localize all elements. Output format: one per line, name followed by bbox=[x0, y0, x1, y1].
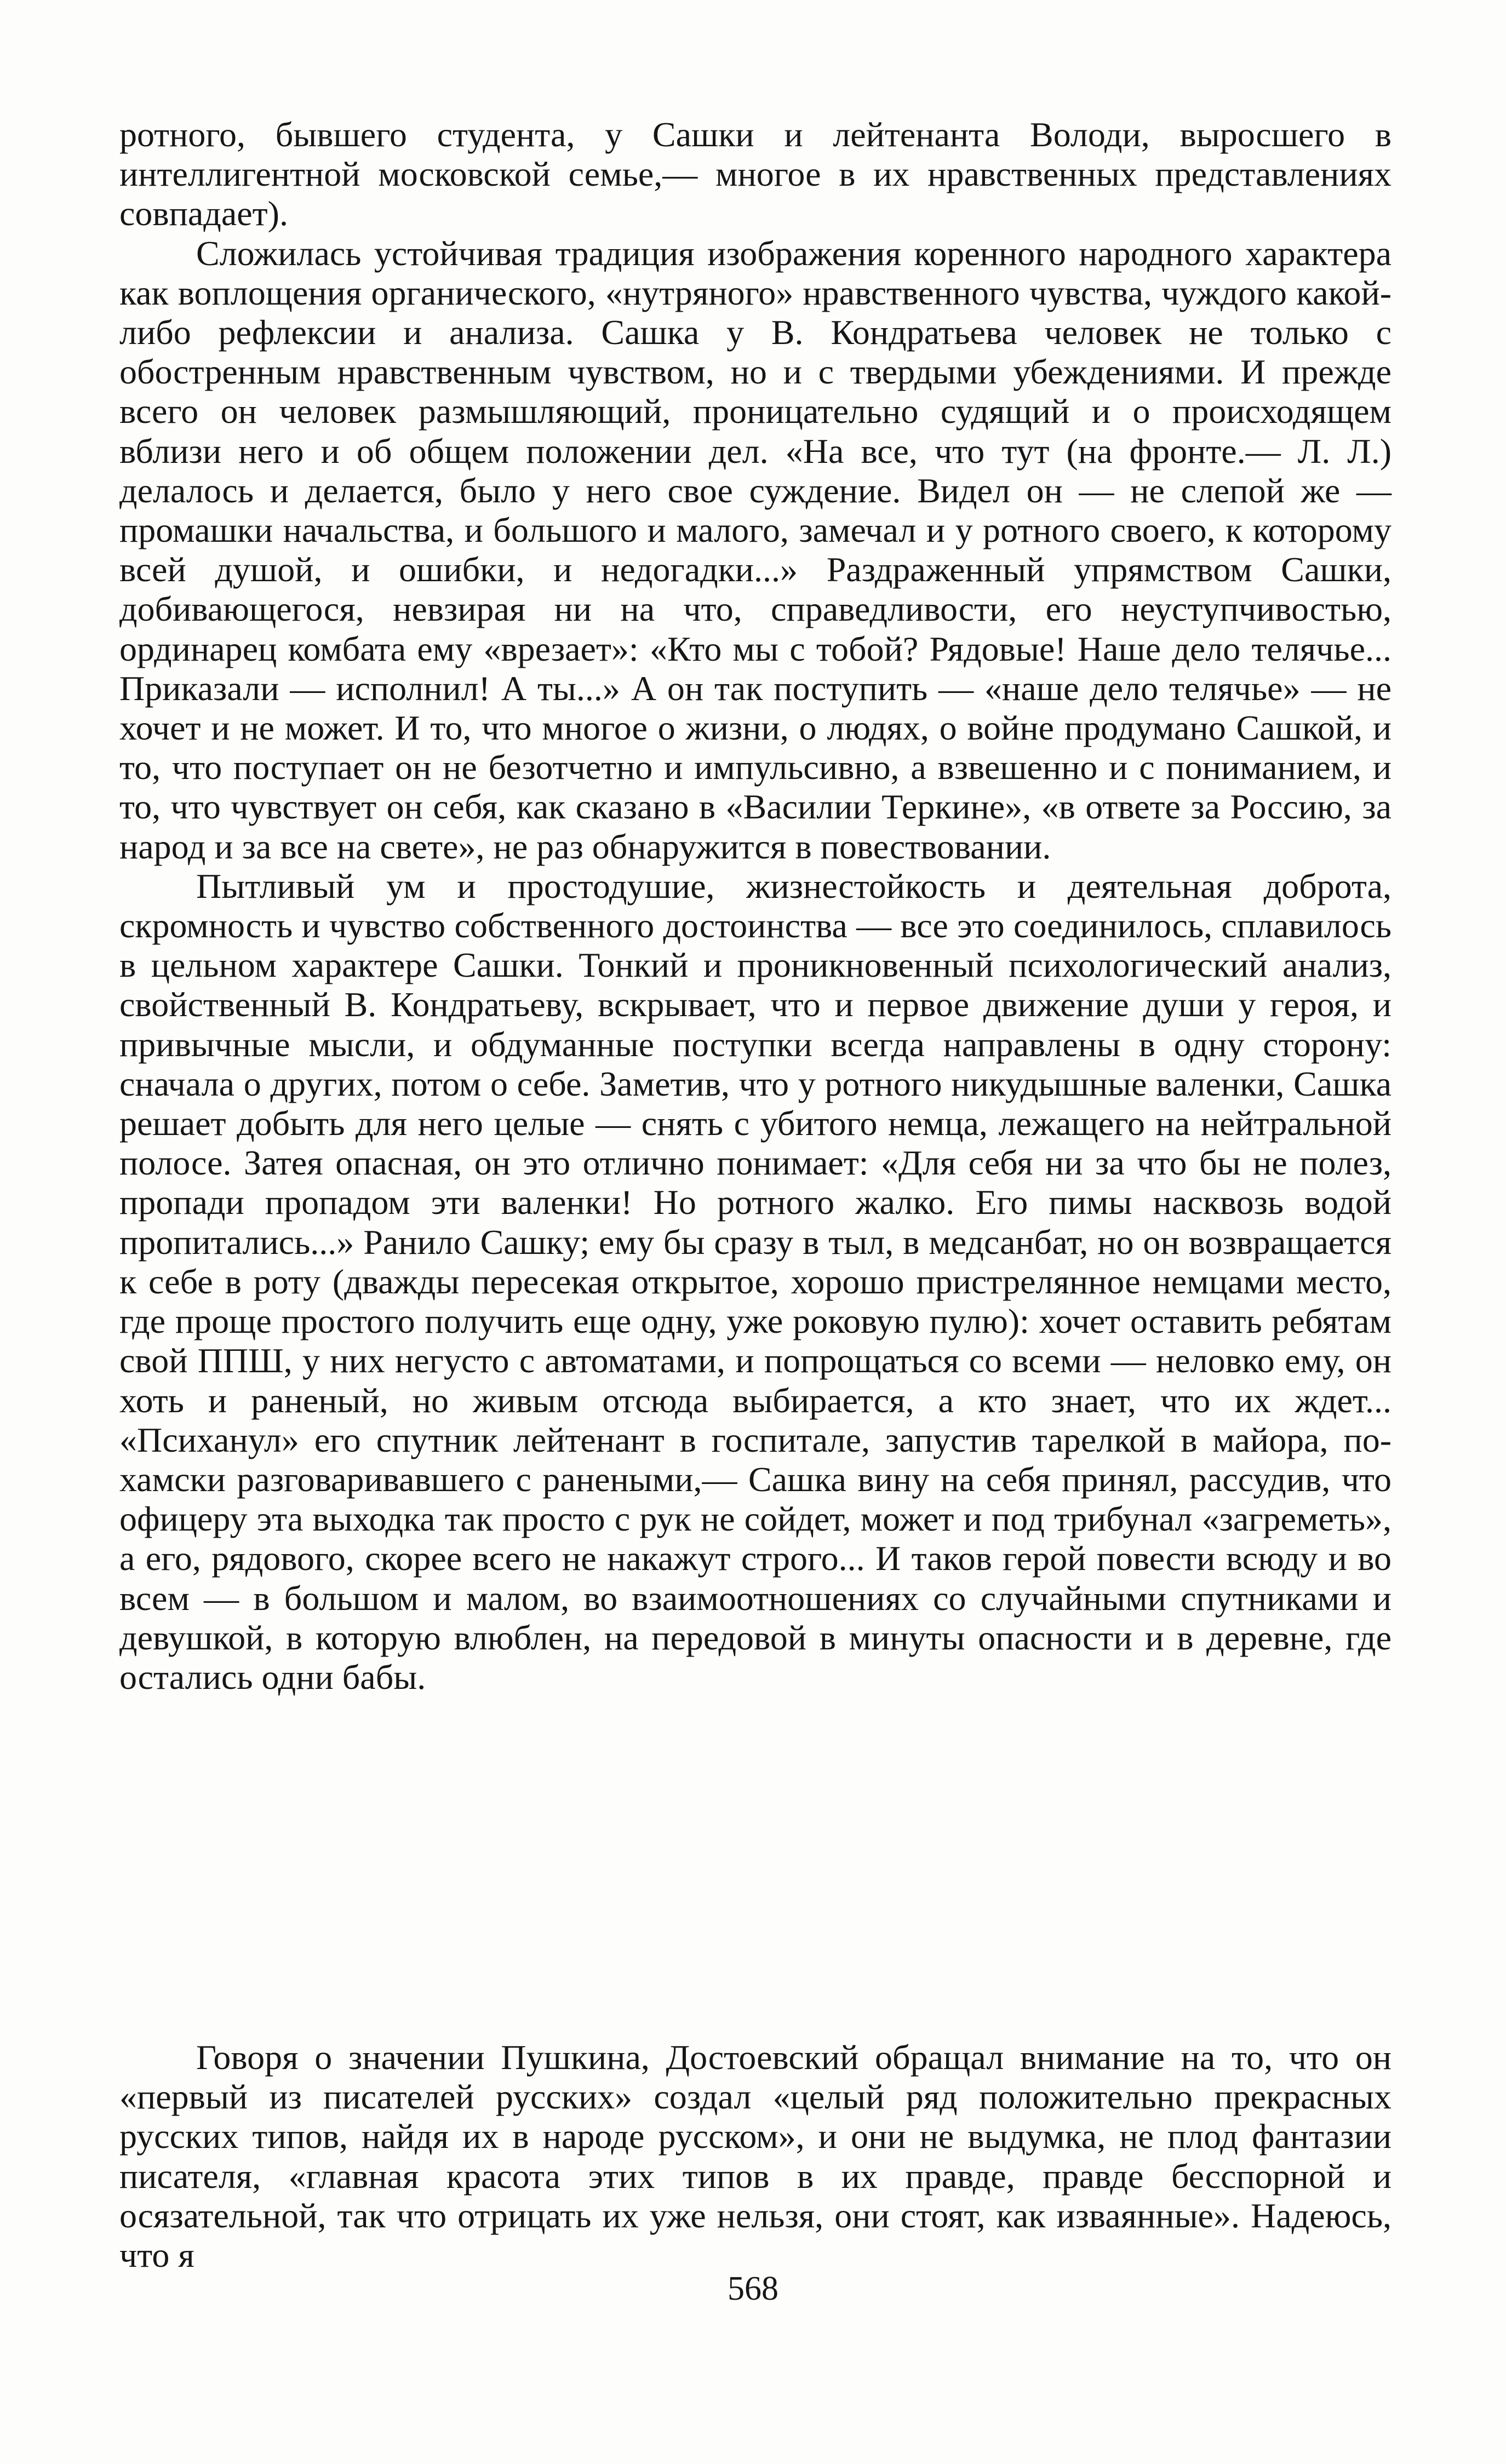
paragraph: Пытливый ум и простодушие, жизнестойкость и деятельная доброта, скромность и чувство собственного достоинства — все это соединилось, сплавилось в цельном характере Сашки. Тонкий и проникновенный психологический анализ, свойственный В. Кондратьеву, вскрывает, что и первое движение души у героя, и привычные мысли, и обдуманные поступки всегда направлены в одну сторону: сначала о других, потом о себе. Заметив, что у ротного никудышные валенки, Сашка решает добыть для него целые — снять с убитого немца, лежащего на нейтральной полосе. Затея опасная, он это отлично понимает: «Для себя ни за что бы не полез, пропади пропадом эти валенки! Но ротного жалко. Его пимы насквозь водой пропитались...» Ранило Сашку; ему бы сразу в тыл, в медсанбат, но он возвращается к себе в роту (дважды пересекая открытое, хорошо пристрелянное немцами место, где проще простого получить еще одну, уже роковую пулю): хочет оставить ребятам свой ППШ, у них негусто с автоматами, и попрощаться со всеми — неловко ему, он хоть и раненый, но живым отсюда выбирается, а кто знает, что их ждет... «Психанул» его спутник лейтенант в госпитале, запустив тарелкой в майора, по-хамски разговаривавшего с ранеными,— Сашка вину на себя принял, рассудив, что офицеру эта выходка так просто с рук не сойдет, может и под трибунал «загреметь», а его, рядового, скорее всего не накажут строго... И таков герой повести всюду и во всем — в большом и малом, во взаимоотношениях со случайными спутниками и девушкой, в которую влюблен, на передовой в минуты опасности и в деревне, где остались одни бабы. bbox=[119, 866, 1392, 1697]
paragraph: ротного, бывшего студента, у Сашки и лейтенанта Володи, выросшего в интеллигентной московской семье,— многое в их нравственных представлениях совпадает). bbox=[119, 115, 1392, 233]
paragraph: Говоря о значении Пушкина, Достоевский обращал внимание на то, что он «первый из писателей русских» создал «целый ряд положительно прекрасных русских типов, найдя их в народе русском», и они не выдумка, не плод фантазии писателя, «главная красота этих типов в их правде, правде бесспорной и осязательной, так что отрицать их уже нельзя, они стоят, как изваянные». Надеюсь, что я bbox=[119, 2038, 1392, 2275]
main-text-block bbox=[119, 115, 1392, 1697]
paragraph: Сложилась устойчивая традиция изображения коренного народного характера как воплощения органического, «нутряного» нравственного чувства, чуждого какой-либо рефлексии и анализа. Сашка у В. Кондратьева человек не только с обостренным нравственным чувством, но и с твердыми убеждениями. И прежде всего он человек размышляющий, проницательно судящий и о происходящем вблизи него и об общем положении дел. «На все, что тут (на фронте.— Л. Л.) делалось и делается, было у него свое суждение. Видел он — не слепой же — промашки начальства, и большого и малого, замечал и у ротного своего, к которому всей душой, и ошибки, и недогадки...» Раздраженный упрямством Сашки, добивающегося, невзирая ни на что, справедливости, его неуступчивостью, ординарец комбата ему «врезает»: «Кто мы с тобой? Рядовые! Наше дело телячье... Приказали — исполнил! А ты...» А он так поступить — «наше дело телячье» — не хочет и не может. И то, что многое о жизни, о людях, о войне продумано Сашкой, и то, что поступает он не безотчетно и импульсивно, а взвешенно и с пониманием, и то, что чувствует он себя, как сказано в «Василии Теркине», «в ответе за Россию, за народ и за все на свете», не раз обнаружится в повествовании. bbox=[119, 233, 1392, 866]
page-number: 568 bbox=[728, 2270, 778, 2307]
section-text-block bbox=[119, 2038, 1392, 2275]
